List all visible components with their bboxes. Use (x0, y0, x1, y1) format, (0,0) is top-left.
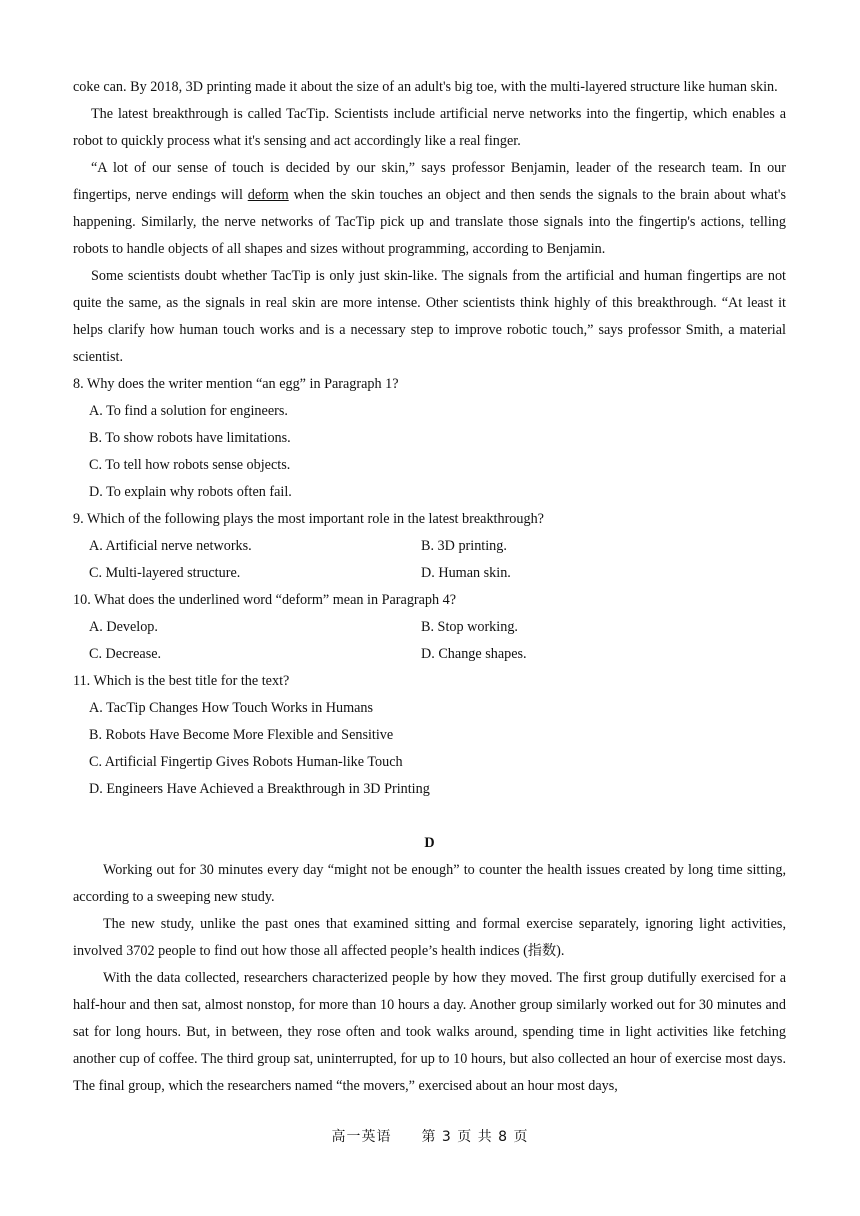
question-9-option-d: D. Human skin. (421, 565, 511, 581)
question-11-option-b: B. Robots Have Become More Flexible and Sensitive (89, 727, 394, 743)
question-11-stem: 11. Which is the best title for the text? (73, 673, 290, 689)
question-9-stem: 9. Which of the following plays the most important role in the latest breakthrough? (73, 511, 544, 527)
page-footer: 高一英语 第 3 页 共 8 页 (331, 1129, 529, 1145)
passage-c-paragraph-2: The latest breakthrough is called TacTip. Scientists include artificial nerve networks into the fingertip, which enables a robot to quickly process what it's sensing and act accordingly like a real finger. (73, 106, 786, 149)
question-10-option-b: B. Stop working. (421, 619, 518, 635)
question-8-stem: 8. Why does the writer mention “an egg” in Paragraph 1? (73, 376, 399, 392)
passage-d-paragraph-2: The new study, unlike the past ones that examined sitting and formal exercise separately, ignoring light activities, involved 3702 people to find out how those all affected people’s health indices (指数). (73, 916, 786, 959)
question-9-options-row-2 (73, 560, 786, 587)
paragraph-3-part-1: “A lot of our sense of touch is decided by our skin,” says professor Benjamin, leader of the research team. In our fingertips, nerve endings will (73, 160, 786, 203)
question-11-option-d: D. Engineers Have Achieved a Breakthrough in 3D Printing (89, 781, 430, 797)
underlined-word-deform: deform (247, 187, 289, 203)
passage-c-paragraph-1-tail: coke can. By 2018, 3D printing made it about the size of an adult's big toe, with the multi-layered structure like human skin. (73, 79, 778, 95)
question-10-options-row-2 (73, 641, 786, 668)
question-9-option-c: C. Multi-layered structure. (89, 565, 241, 581)
passage-c-paragraph-3 (73, 155, 786, 263)
question-11-option-a: A. TacTip Changes How Touch Works in Humans (89, 700, 374, 716)
question-10-stem: 10. What does the underlined word “deform” mean in Paragraph 4? (73, 592, 457, 608)
question-11-option-c: C. Artificial Fingertip Gives Robots Human-like Touch (89, 754, 403, 770)
question-9-option-b: B. 3D printing. (421, 538, 507, 554)
exam-page (73, 74, 786, 1100)
question-8-option-b: B. To show robots have limitations. (89, 430, 291, 446)
passage-d-paragraph-3: With the data collected, researchers characterized people by how they moved. The first group dutifully exercised for a half-hour and then sat, almost nonstop, for more than 10 hours a day. Another group similarly worked out for 30 minutes and sat for long hours. But, in between, they rose often and took walks around, spending time in light activities like fetching another cup of coffee. The third group sat, uninterrupted, for up to 10 hours, but also collected an hour of exercise most days. The final group, which the researchers named “the movers,” exercised about an hour most days, (73, 970, 786, 1094)
question-10-option-a: A. Develop. (89, 619, 158, 635)
passage-d-paragraph-1: Working out for 30 minutes every day “might not be enough” to counter the health issues created by long time sitting, according to a sweeping new study. (73, 862, 786, 905)
question-8-option-a: A. To find a solution for engineers. (89, 403, 288, 419)
question-8-option-c: C. To tell how robots sense objects. (89, 457, 291, 473)
question-8-option-d: D. To explain why robots often fail. (89, 484, 292, 500)
paragraph-3-part-2: when the skin touches an object and then sends the signals to the brain about what's happening. Similarly, the nerve networks of TacTip pick up and translate those signals into the fingertip's actions, telling robots to handle objects of all shapes and sizes without programming, according to Benjamin. (73, 187, 786, 257)
question-10-option-c: C. Decrease. (89, 646, 162, 662)
passage-c-paragraph-4: Some scientists doubt whether TacTip is only just skin-like. The signals from the artificial and human fingertips are not quite the same, as the signals in real skin are more intense. Other scientists think highly of this breakthrough. “At least it helps clarify how human touch works and is a necessary step to improve robotic touch,” says professor Smith, a material scientist. (73, 268, 786, 365)
passage-d-heading: D (424, 835, 435, 851)
question-9-options-row-1 (73, 533, 786, 560)
question-10-option-d: D. Change shapes. (421, 646, 527, 662)
question-9-option-a: A. Artificial nerve networks. (89, 538, 252, 554)
question-10-options-row-1 (73, 614, 786, 641)
